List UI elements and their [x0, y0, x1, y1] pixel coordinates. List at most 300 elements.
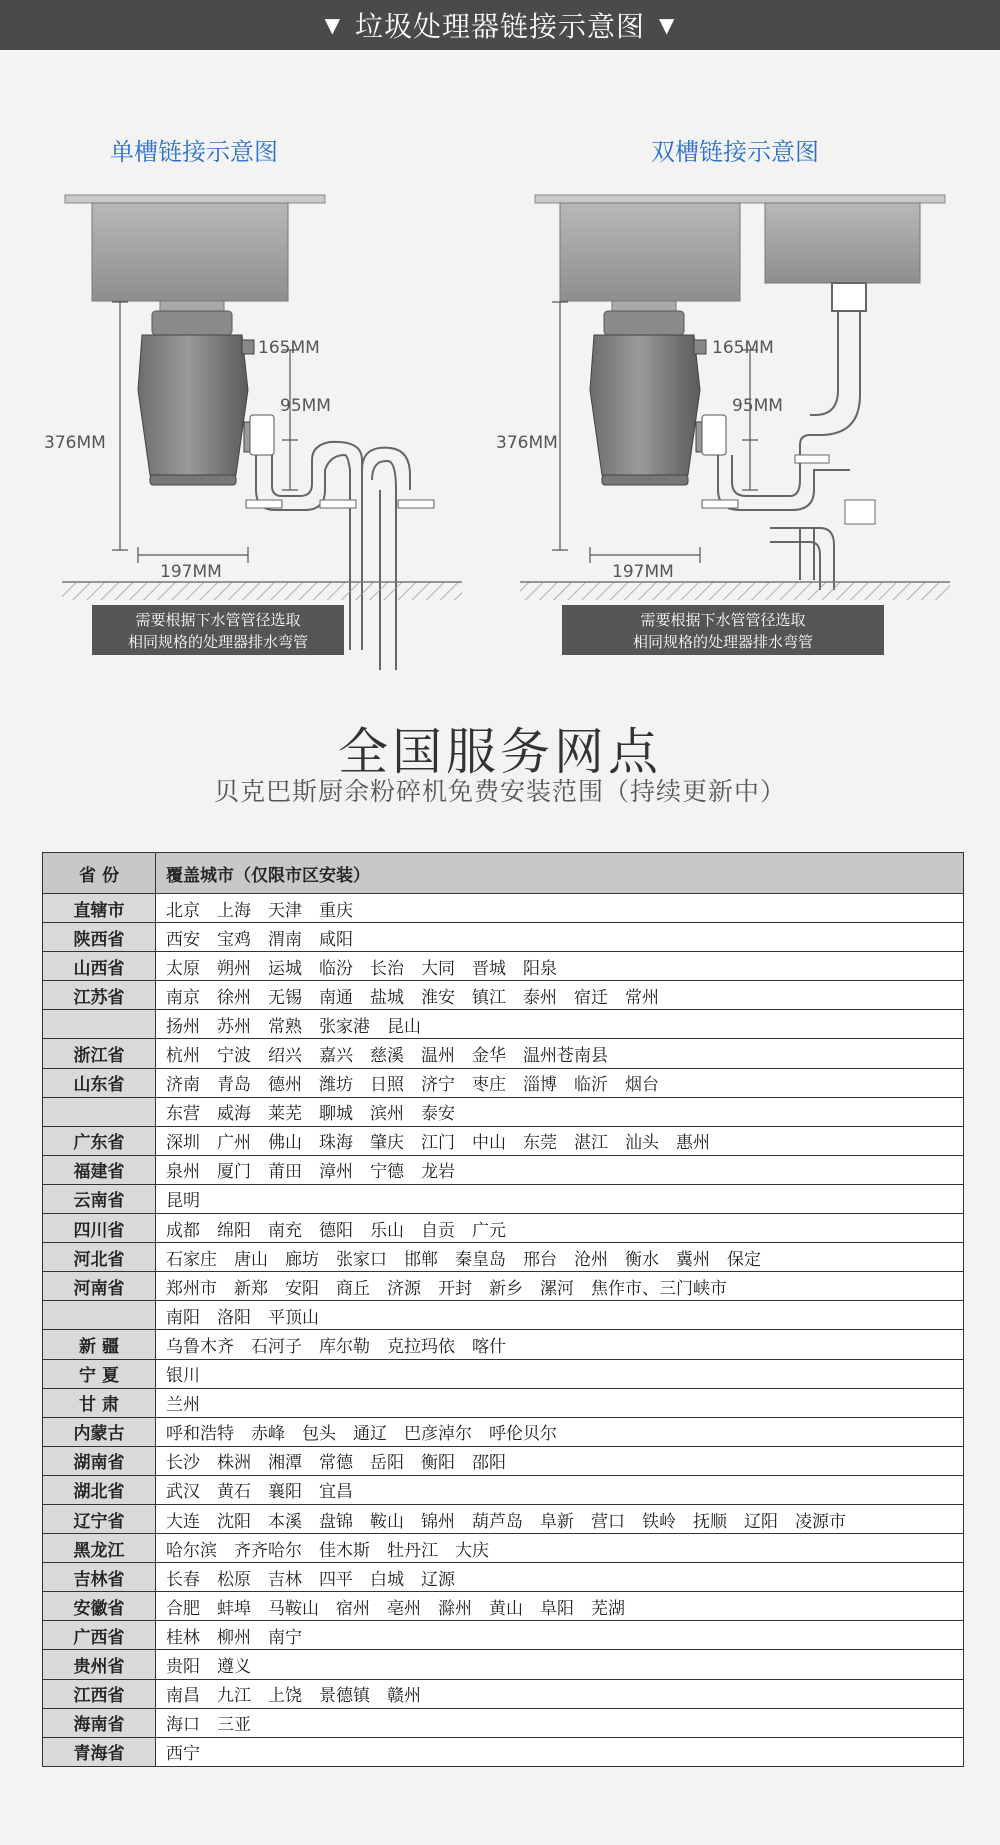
- connection-diagrams: [0, 50, 1000, 690]
- city-name: 喀什: [472, 1336, 506, 1357]
- city-name: 济源: [387, 1278, 421, 1299]
- city-name: 金华: [472, 1046, 506, 1067]
- city-name: 石河子: [251, 1336, 302, 1357]
- province-cell: 吉林省: [43, 1563, 156, 1592]
- city-name: 上饶: [268, 1686, 302, 1707]
- city-name: 绍兴: [268, 1046, 302, 1067]
- city-name: 杭州: [166, 1046, 200, 1067]
- city-name: 凌源市: [795, 1511, 846, 1532]
- city-name: 盘锦: [319, 1511, 353, 1532]
- drain-pipe: [718, 283, 866, 590]
- province-cell: 黑龙江: [43, 1534, 156, 1563]
- province-cell: 安徽省: [43, 1592, 156, 1621]
- city-name: 岳阳: [370, 1453, 404, 1474]
- cities-cell: [156, 1097, 964, 1126]
- city-name: 三亚: [217, 1715, 251, 1736]
- table-row: [43, 1010, 964, 1039]
- note-line-2: 相同规格的处理器排水弯管: [632, 633, 814, 651]
- city-name: 长沙: [166, 1453, 200, 1474]
- city-name: 宜昌: [319, 1482, 353, 1503]
- city-name: 赣州: [387, 1686, 421, 1707]
- city-name: 汕头: [625, 1133, 659, 1154]
- city-name: 深圳: [166, 1133, 200, 1154]
- city-name: 张家口: [336, 1249, 387, 1270]
- city-name: 乐山: [370, 1220, 404, 1241]
- city-name: 南京: [166, 987, 200, 1008]
- city-name: 莱芜: [268, 1104, 302, 1125]
- city-name: 石家庄: [166, 1249, 217, 1270]
- city-name: 镇江: [472, 987, 506, 1008]
- dim-width-label: 197MM: [160, 562, 222, 582]
- city-name: 黄石: [217, 1482, 251, 1503]
- table-row: [43, 1359, 964, 1388]
- city-name: 淮安: [421, 987, 455, 1008]
- city-name: 洛阳: [217, 1307, 251, 1328]
- city-name: 临汾: [319, 958, 353, 979]
- city-name: 上海: [217, 900, 251, 921]
- cities-cell: [156, 1184, 964, 1213]
- province-cell: 山西省: [43, 952, 156, 981]
- cities-cell: [156, 1475, 964, 1504]
- province-cell: 四川省: [43, 1214, 156, 1243]
- city-name: 保定: [727, 1249, 761, 1270]
- cities-cell: [156, 1272, 964, 1301]
- city-name: 安阳: [285, 1278, 319, 1299]
- city-name: 嘉兴: [319, 1046, 353, 1067]
- table-row: [43, 1388, 964, 1417]
- province-cell: 广西省: [43, 1621, 156, 1650]
- double-sink-diagram: [496, 138, 950, 655]
- city-name: 德阳: [319, 1220, 353, 1241]
- cities-cell: [156, 1563, 964, 1592]
- province-cell: 广东省: [43, 1126, 156, 1155]
- cities-cell: [156, 1446, 964, 1475]
- dim-upper-label: 165MM: [258, 338, 320, 358]
- cities-cell: [156, 894, 964, 923]
- province-cell: 湖北省: [43, 1475, 156, 1504]
- cities-cell: [156, 1301, 964, 1330]
- city-name: 苏州: [217, 1016, 251, 1037]
- city-name: 淄博: [523, 1075, 557, 1096]
- single-diagram-title: 单槽链接示意图: [110, 138, 278, 166]
- city-name: 贵阳: [166, 1656, 200, 1677]
- city-name: 哈尔滨: [166, 1540, 217, 1561]
- single-sink-diagram: [44, 138, 462, 670]
- city-name: 常熟: [268, 1016, 302, 1037]
- cities-cell: [156, 1214, 964, 1243]
- province-cell: 福建省: [43, 1155, 156, 1184]
- coverage-table: [42, 852, 964, 1767]
- city-name: 中山: [472, 1133, 506, 1154]
- table-row: [43, 1650, 964, 1679]
- city-name: 北京: [166, 900, 200, 921]
- province-cell: [43, 1097, 156, 1126]
- city-name: 济南: [166, 1075, 200, 1096]
- city-name: 扬州: [166, 1016, 200, 1037]
- double-diagram-title: 双槽链接示意图: [651, 138, 819, 166]
- city-name: 商丘: [336, 1278, 370, 1299]
- city-name: 德州: [268, 1075, 302, 1096]
- table-row: [43, 1243, 964, 1272]
- city-name: 遵义: [217, 1656, 251, 1677]
- city-name: 白城: [370, 1569, 404, 1590]
- dim-upper-label: 165MM: [712, 338, 774, 358]
- table-row: [43, 952, 964, 981]
- province-cell: [43, 1301, 156, 1330]
- city-name: 南宁: [268, 1627, 302, 1648]
- city-name: 张家港: [319, 1016, 370, 1037]
- city-name: 唐山: [234, 1249, 268, 1270]
- city-name: 威海: [217, 1104, 251, 1125]
- table-row: [43, 1155, 964, 1184]
- city-name: 东莞: [523, 1133, 557, 1154]
- city-name: 辽源: [421, 1569, 455, 1590]
- cities-cell: [156, 1330, 964, 1359]
- floor-hatch: [520, 582, 950, 600]
- table-row: [43, 1039, 964, 1068]
- province-cell: 宁 夏: [43, 1359, 156, 1388]
- province-cell: 甘 肃: [43, 1388, 156, 1417]
- city-name: 株洲: [217, 1453, 251, 1474]
- city-name: 青岛: [217, 1075, 251, 1096]
- table-row: [43, 981, 964, 1010]
- city-name: 邵阳: [472, 1453, 506, 1474]
- city-name: 九江: [217, 1686, 251, 1707]
- city-name: 蚌埠: [217, 1598, 251, 1619]
- city-name: 潍坊: [319, 1075, 353, 1096]
- cities-cell: [156, 1359, 964, 1388]
- city-name: 新郑: [234, 1278, 268, 1299]
- table-row: [43, 1679, 964, 1708]
- city-name: 包头: [302, 1424, 336, 1445]
- city-name: 泰安: [421, 1104, 455, 1125]
- note-line-2: 相同规格的处理器排水弯管: [127, 633, 309, 651]
- city-name: 东营: [166, 1104, 200, 1125]
- city-name: 衡阳: [421, 1453, 455, 1474]
- city-name: 大庆: [455, 1540, 489, 1561]
- table-row: [43, 1504, 964, 1533]
- city-name: 吉林: [268, 1569, 302, 1590]
- city-name: 长治: [370, 958, 404, 979]
- cities-cell: [156, 1679, 964, 1708]
- cities-cell: [156, 923, 964, 952]
- city-name: 兰州: [166, 1395, 200, 1416]
- city-name: 广元: [472, 1220, 506, 1241]
- province-cell: 贵州省: [43, 1650, 156, 1679]
- province-cell: 海南省: [43, 1708, 156, 1737]
- cities-cell: [156, 1737, 964, 1766]
- province-cell: 云南省: [43, 1184, 156, 1213]
- sink-bowl: [92, 203, 288, 301]
- city-name: 海口: [166, 1715, 200, 1736]
- city-name: 阜新: [540, 1511, 574, 1532]
- city-name: 大连: [166, 1511, 200, 1532]
- table-row: [43, 1301, 964, 1330]
- city-name: 马鞍山: [268, 1598, 319, 1619]
- cities-cell: [156, 1126, 964, 1155]
- table-row: [43, 1068, 964, 1097]
- floor-hatch: [62, 582, 462, 600]
- table-row: [43, 1214, 964, 1243]
- city-name: 新乡: [489, 1278, 523, 1299]
- city-name: 赤峰: [251, 1424, 285, 1445]
- city-name: 佛山: [268, 1133, 302, 1154]
- dim-lower-label: 95MM: [280, 396, 331, 416]
- city-name: 太原: [166, 958, 200, 979]
- city-name: 晋城: [472, 958, 506, 979]
- city-name: 桂林: [166, 1627, 200, 1648]
- table-row: [43, 894, 964, 923]
- cities-cell: [156, 1708, 964, 1737]
- city-name: 湛江: [574, 1133, 608, 1154]
- cities-cell: [156, 1155, 964, 1184]
- city-name: 常德: [319, 1453, 353, 1474]
- city-name: 成都: [166, 1220, 200, 1241]
- cities-cell: [156, 1534, 964, 1563]
- table-header-row: [43, 853, 964, 894]
- city-name: 鞍山: [370, 1511, 404, 1532]
- city-name: 襄阳: [268, 1482, 302, 1503]
- table-row: [43, 1184, 964, 1213]
- table-row: [43, 1475, 964, 1504]
- cities-cell: [156, 1243, 964, 1272]
- sink-bowl-right: [765, 203, 920, 283]
- dim-height-label: 376MM: [44, 433, 106, 453]
- city-name: 本溪: [268, 1511, 302, 1532]
- city-name: 松原: [217, 1569, 251, 1590]
- city-name: 温州苍南县: [523, 1046, 608, 1067]
- table-body: [43, 894, 964, 1767]
- city-name: 泉州: [166, 1162, 200, 1183]
- cities-cell: [156, 1621, 964, 1650]
- table-row: [43, 1708, 964, 1737]
- city-name: 宝鸡: [217, 929, 251, 950]
- table-row: [43, 1097, 964, 1126]
- city-name: 宁波: [217, 1046, 251, 1067]
- city-name: 滁州: [438, 1598, 472, 1619]
- city-name: 广州: [217, 1133, 251, 1154]
- table-row: [43, 1534, 964, 1563]
- city-name: 辽阳: [744, 1511, 778, 1532]
- city-name: 合肥: [166, 1598, 200, 1619]
- province-cell: 江西省: [43, 1679, 156, 1708]
- city-name: 宿迁: [574, 987, 608, 1008]
- city-name: 枣庄: [472, 1075, 506, 1096]
- province-cell: 青海省: [43, 1737, 156, 1766]
- city-name: 南昌: [166, 1686, 200, 1707]
- city-name: 昆山: [387, 1016, 421, 1037]
- city-name: 天津: [268, 900, 302, 921]
- city-name: 龙岩: [421, 1162, 455, 1183]
- header-province: 省 份: [43, 853, 156, 894]
- province-cell: 山东省: [43, 1068, 156, 1097]
- note-line-1: 需要根据下水管管径选取: [640, 611, 806, 629]
- city-name: 温州: [421, 1046, 455, 1067]
- province-cell: 内蒙古: [43, 1417, 156, 1446]
- city-name: 廊坊: [285, 1249, 319, 1270]
- city-name: 邢台: [523, 1249, 557, 1270]
- header-banner: [0, 0, 1000, 50]
- cities-cell: [156, 1504, 964, 1533]
- city-name: 徐州: [217, 987, 251, 1008]
- city-name: 朔州: [217, 958, 251, 979]
- city-name: 昆明: [166, 1191, 200, 1212]
- table-row: [43, 1272, 964, 1301]
- cities-cell: [156, 952, 964, 981]
- city-name: 临沂: [574, 1075, 608, 1096]
- disposer-unit: [138, 311, 254, 485]
- diagram-svg: [0, 50, 1000, 690]
- city-name: 邯郸: [404, 1249, 438, 1270]
- city-name: 慈溪: [370, 1046, 404, 1067]
- city-name: 南阳: [166, 1307, 200, 1328]
- city-name: 郑州市: [166, 1278, 217, 1299]
- header-cities: 覆盖城市（仅限市区安装）: [156, 853, 964, 894]
- province-cell: 陕西省: [43, 923, 156, 952]
- city-name: 烟台: [625, 1075, 659, 1096]
- service-title: 全国服务网点: [338, 723, 662, 781]
- city-name: 衡水: [625, 1249, 659, 1270]
- city-name: 库尔勒: [319, 1336, 370, 1357]
- city-name: 莆田: [268, 1162, 302, 1183]
- table-row: [43, 1563, 964, 1592]
- city-name: 漯河: [540, 1278, 574, 1299]
- cities-cell: [156, 1417, 964, 1446]
- city-name: 巴彦淖尔: [404, 1424, 472, 1445]
- city-name: 无锡: [268, 987, 302, 1008]
- city-name: 阳泉: [523, 958, 557, 979]
- city-name: 呼和浩特: [166, 1424, 234, 1445]
- city-name: 秦皇岛: [455, 1249, 506, 1270]
- city-name: 日照: [370, 1075, 404, 1096]
- city-name: 亳州: [387, 1598, 421, 1619]
- city-name: 佳木斯: [319, 1540, 370, 1561]
- page-title: 垃圾处理器链接示意图: [354, 10, 645, 43]
- city-name: 牡丹江: [387, 1540, 438, 1561]
- triangle-down-icon: ▼: [324, 13, 341, 37]
- city-name: 通辽: [353, 1424, 387, 1445]
- table-row: [43, 923, 964, 952]
- city-name: 阜阳: [540, 1598, 574, 1619]
- city-name: 铁岭: [642, 1511, 676, 1532]
- note-line-1: 需要根据下水管管径选取: [135, 611, 301, 629]
- cities-cell: [156, 1592, 964, 1621]
- province-cell: 辽宁省: [43, 1504, 156, 1533]
- city-name: 常州: [625, 987, 659, 1008]
- city-name: 四平: [319, 1569, 353, 1590]
- city-name: 黄山: [489, 1598, 523, 1619]
- city-name: 抚顺: [693, 1511, 727, 1532]
- city-name: 冀州: [676, 1249, 710, 1270]
- city-name: 聊城: [319, 1104, 353, 1125]
- province-cell: 湖南省: [43, 1446, 156, 1475]
- city-name: 锦州: [421, 1511, 455, 1532]
- city-name: 南通: [319, 987, 353, 1008]
- city-name: 西宁: [166, 1744, 200, 1765]
- city-name: 盐城: [370, 987, 404, 1008]
- city-name: 惠州: [676, 1133, 710, 1154]
- dim-width-label: 197MM: [612, 562, 674, 582]
- province-cell: 河北省: [43, 1243, 156, 1272]
- city-name: 西安: [166, 929, 200, 950]
- cities-cell: [156, 1388, 964, 1417]
- city-name: 自贡: [421, 1220, 455, 1241]
- table-row: [43, 1621, 964, 1650]
- table-row: [43, 1737, 964, 1766]
- city-name: 宁德: [370, 1162, 404, 1183]
- city-name: 葫芦岛: [472, 1511, 523, 1532]
- city-name: 呼伦贝尔: [489, 1424, 557, 1445]
- city-name: 齐齐哈尔: [234, 1540, 302, 1561]
- city-name: 咸阳: [319, 929, 353, 950]
- cities-cell: [156, 1039, 964, 1068]
- countertop: [535, 195, 945, 203]
- table-row: [43, 1417, 964, 1446]
- city-name: 湘潭: [268, 1453, 302, 1474]
- city-name: 肇庆: [370, 1133, 404, 1154]
- countertop: [65, 195, 325, 203]
- dim-lower-label: 95MM: [732, 396, 783, 416]
- city-name: 银川: [166, 1366, 200, 1387]
- cities-cell: [156, 1650, 964, 1679]
- city-name: 漳州: [319, 1162, 353, 1183]
- cities-cell: [156, 1068, 964, 1097]
- province-cell: [43, 1010, 156, 1039]
- table-row: [43, 1446, 964, 1475]
- table-row: [43, 1126, 964, 1155]
- city-name: 芜湖: [591, 1598, 625, 1619]
- city-name: 柳州: [217, 1627, 251, 1648]
- table-row: [43, 1330, 964, 1359]
- city-name: 渭南: [268, 929, 302, 950]
- province-cell: 直辖市: [43, 894, 156, 923]
- city-name: 营口: [591, 1511, 625, 1532]
- city-name: 焦作市、三门峡市: [591, 1278, 727, 1299]
- city-name: 宿州: [336, 1598, 370, 1619]
- city-name: 绵阳: [217, 1220, 251, 1241]
- city-name: 重庆: [319, 900, 353, 921]
- city-name: 平顶山: [268, 1307, 319, 1328]
- city-name: 长春: [166, 1569, 200, 1590]
- city-name: 滨州: [370, 1104, 404, 1125]
- city-name: 厦门: [217, 1162, 251, 1183]
- service-subtitle: 贝克巴斯厨余粉碎机免费安装范围（持续更新中）: [213, 777, 786, 806]
- city-name: 乌鲁木齐: [166, 1336, 234, 1357]
- city-name: 泰州: [523, 987, 557, 1008]
- province-cell: 浙江省: [43, 1039, 156, 1068]
- city-name: 运城: [268, 958, 302, 979]
- city-name: 沈阳: [217, 1511, 251, 1532]
- city-name: 克拉玛依: [387, 1336, 455, 1357]
- sink-bowl-left: [560, 203, 740, 301]
- table-row: [43, 1592, 964, 1621]
- province-cell: 江苏省: [43, 981, 156, 1010]
- city-name: 开封: [438, 1278, 472, 1299]
- city-name: 济宁: [421, 1075, 455, 1096]
- disposer-unit: [590, 311, 706, 485]
- city-name: 江门: [421, 1133, 455, 1154]
- city-name: 南充: [268, 1220, 302, 1241]
- province-cell: 新 疆: [43, 1330, 156, 1359]
- dim-height-label: 376MM: [496, 433, 558, 453]
- city-name: 珠海: [319, 1133, 353, 1154]
- province-cell: 河南省: [43, 1272, 156, 1301]
- city-name: 景德镇: [319, 1686, 370, 1707]
- triangle-down-icon: ▼: [659, 13, 676, 37]
- cities-cell: [156, 1010, 964, 1039]
- city-name: 沧州: [574, 1249, 608, 1270]
- cities-cell: [156, 981, 964, 1010]
